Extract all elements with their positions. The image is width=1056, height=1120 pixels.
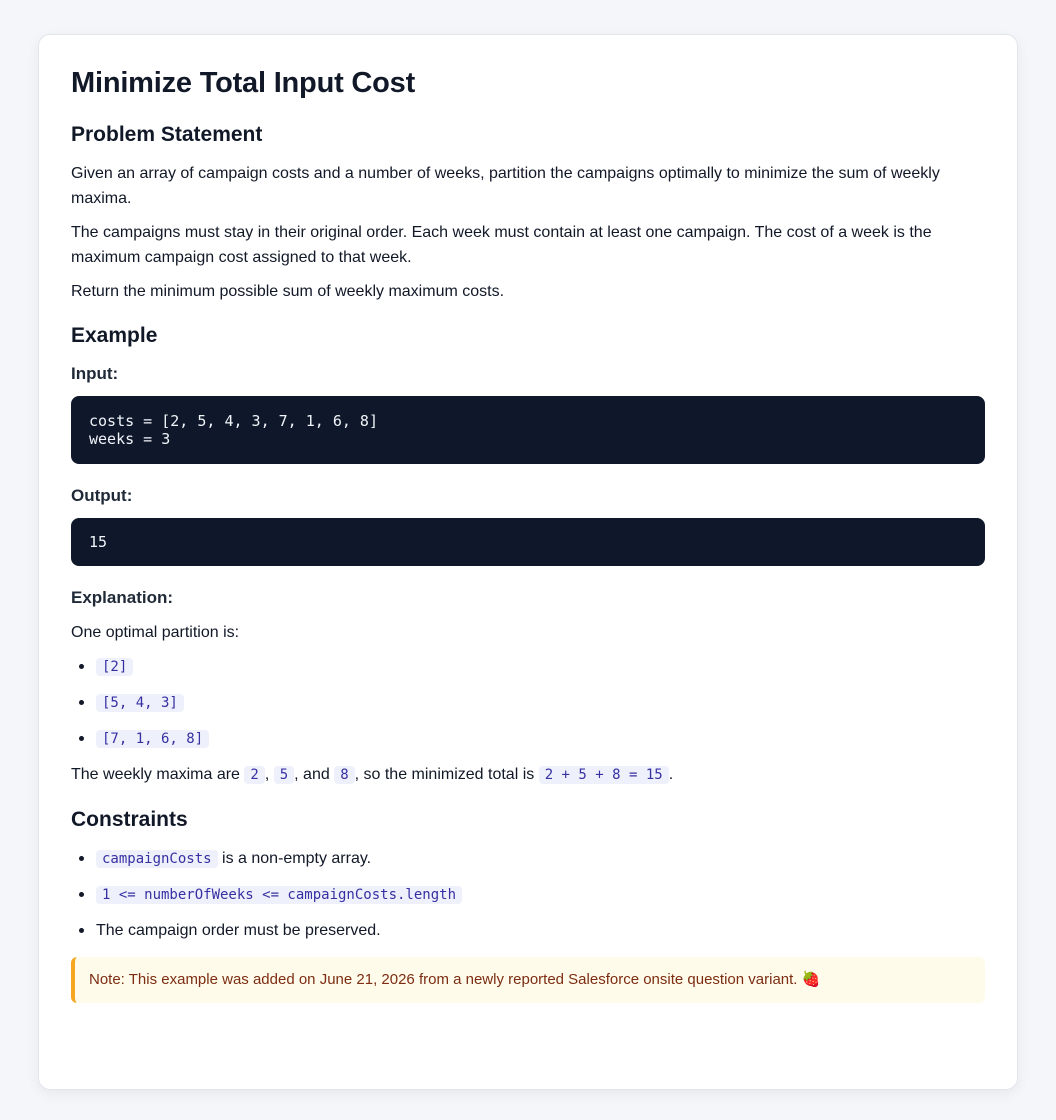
partition-code: [5, 4, 3] [96, 694, 184, 712]
list-item [71, 918, 985, 943]
list-item [71, 654, 985, 680]
maxima-value: 8 [334, 766, 354, 784]
partition-code: [2] [96, 658, 133, 676]
problem-statement-heading: Problem Statement [71, 123, 263, 146]
partition-list [71, 654, 985, 752]
input-label: Input: [71, 364, 119, 383]
maxima-value: 2 [244, 766, 264, 784]
maxima-suffix: . [668, 766, 674, 783]
maxima-separator: , [264, 766, 274, 783]
explanation-intro: One optimal partition is: [71, 624, 240, 641]
constraint-code: 1 <= numberOfWeeks <= campaignCosts.length [96, 886, 462, 904]
maxima-prefix: The weekly maxima are [71, 766, 245, 783]
output-code-block: 15 [71, 518, 985, 566]
explanation-label: Explanation: [71, 588, 174, 607]
list-item [71, 690, 985, 716]
list-item [71, 882, 985, 908]
problem-paragraph-1: Given an array of campaign costs and a number of weeks, partition the campaigns optimally to minimize the sum of weekly maxima. [71, 165, 940, 207]
maxima-value: 5 [274, 766, 294, 784]
input-code-block: costs = [2, 5, 4, 3, 7, 1, 6, 8] weeks = 3 [71, 396, 985, 464]
list-item [71, 846, 985, 872]
example-heading: Example [71, 324, 158, 347]
constraint-text: The campaign order must be preserved. [96, 922, 381, 939]
constraints-list [71, 846, 985, 943]
list-item [71, 726, 985, 752]
constraints-heading: Constraints [71, 808, 188, 831]
maxima-sentence [71, 762, 985, 788]
maxima-separator: , and [294, 766, 335, 783]
partition-code: [7, 1, 6, 8] [96, 730, 209, 748]
constraint-text: is a non-empty array. [217, 850, 372, 867]
total-expression: 2 + 5 + 8 = 15 [539, 766, 669, 784]
constraint-code: campaignCosts [96, 850, 218, 868]
note-callout: Note: This example was added on June 21, 2026 from a newly reported Salesforce onsite question variant. 🍓 [71, 957, 985, 1003]
maxima-middle: , so the minimized total is [354, 766, 539, 783]
problem-paragraph-3: Return the minimum possible sum of weekly maximum costs. [71, 283, 505, 300]
problem-paragraph-2: The campaigns must stay in their original order. Each week must contain at least one campaign. The cost of a week is the maximum campaign cost assigned to that week. [71, 224, 932, 266]
page-title: Minimize Total Input Cost [71, 67, 416, 99]
output-label: Output: [71, 486, 133, 505]
problem-card [38, 34, 1018, 1090]
